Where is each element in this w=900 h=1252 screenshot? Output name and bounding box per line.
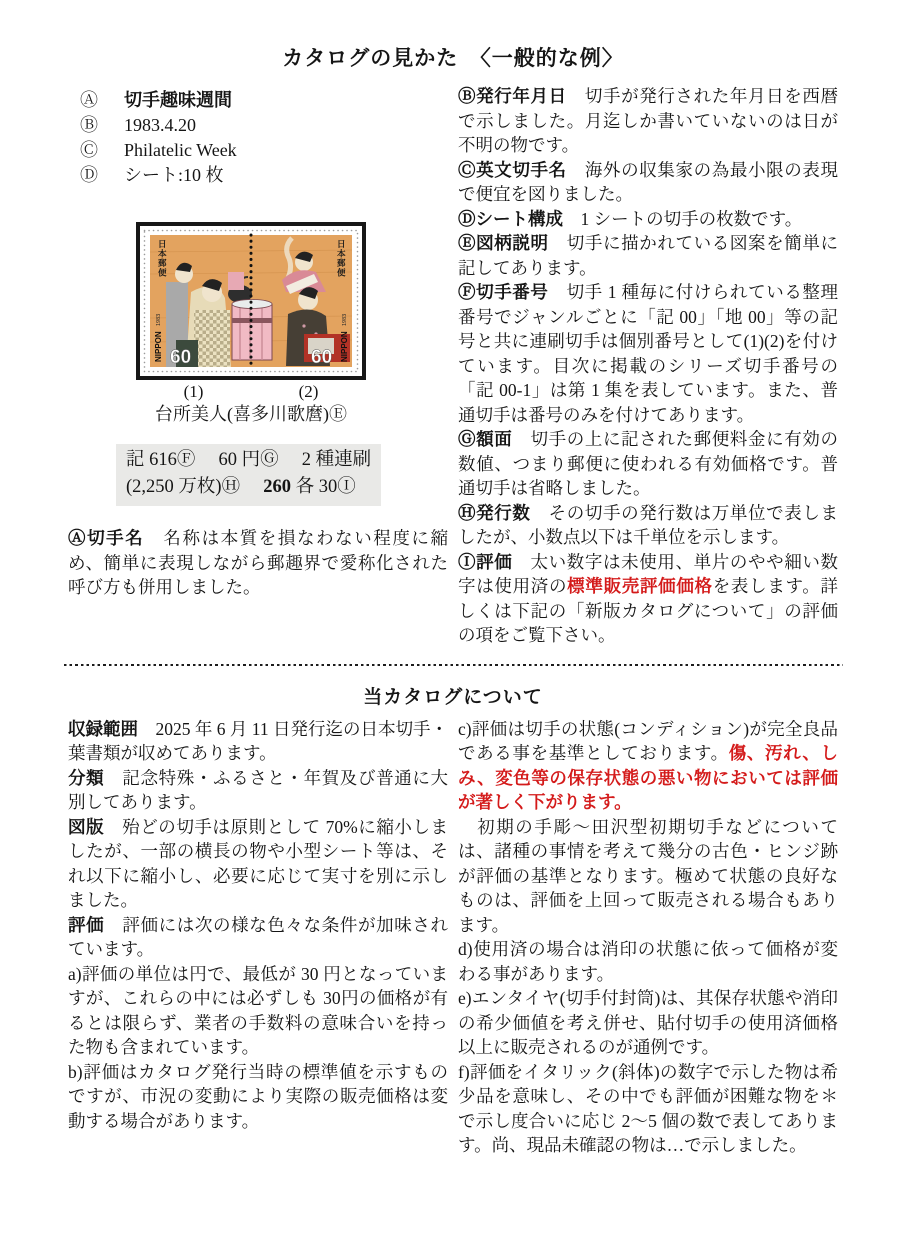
example-value: 切手趣味週間 [124, 90, 232, 110]
text-segment: 切手の上に記された郵便料金に有効の数値、つまり郵便に使われる有効価格です。普通切手は省略しました。 [458, 429, 838, 498]
text-segment: Ⓗ発行数 [458, 502, 531, 523]
text-segment: 評価 [68, 914, 105, 935]
price-line-2 [126, 474, 371, 501]
top-right-column [458, 84, 838, 648]
example-value: シート:10 枚 [124, 165, 224, 185]
text-segment: 傷、汚れ、しみ、変色等の保存状態の悪い物においては評価が著しく下がります。 [458, 743, 838, 812]
bottom-right-column [458, 717, 838, 1158]
note-a [68, 526, 448, 600]
paragraph [458, 280, 838, 427]
top-columns [68, 84, 838, 648]
stamp-image [136, 222, 366, 380]
paragraph [458, 986, 838, 1060]
text-segment: f)評価をイタリック(斜体)の数字で示した物は希少品を意味し、その中でも評価が困難な物を＊で示し度合いに応じ 2〜5 個の数で表してあります。尚、現品未確認の物は…で示しました。 [458, 1061, 838, 1155]
text-segment: 名称は本質を損なわない程度に縮め、簡単に表現しながら郵趣界で愛称化された呼び方も併用しました。 [68, 528, 449, 597]
text-segment: d)使用済の場合は消印の状態に依って価格が変わる事があります。 [458, 939, 838, 984]
example-value: 1983.4.20 [124, 115, 196, 135]
text-segment: 切手が発行された年月日を西暦で示しました。月迄しか書いていないのは日が不明の物です。 [458, 86, 838, 155]
text-segment: 分類 [68, 767, 105, 788]
text-segment: e)エンタイヤ(切手付封筒)は、其保存状態や消印の希少価値を考え併せ、貼付切手の使用済価格以上に販売されるのが通例です。 [458, 988, 838, 1057]
stamp-caption: 台所美人(喜多川歌麿)Ⓔ [155, 404, 347, 424]
price-line-1 [126, 447, 371, 474]
text-segment: Ⓖ額面 [458, 429, 513, 449]
section-divider [64, 664, 843, 666]
top-left-column [68, 84, 448, 600]
svg-text:1983: 1983 [342, 313, 348, 326]
text-segment: 切手 1 種毎に付けられている整理番号でジャンルごとに「記 00」「地 00」等の記号と共に連刷切手は個別番号として(1)(2)を付けています。目次に掲載のシリーズ切手番号の「記 00-1」は第 1 集を表しています。また、普通切手は番号のみを付けてあります。 [458, 282, 839, 425]
letter-badge: Ⓒ [80, 140, 98, 160]
example-row [80, 88, 448, 113]
svg-text:1983: 1983 [156, 313, 162, 326]
svg-text:NIPPON: NIPPON [340, 331, 349, 362]
text-segment: Ⓔ図柄説明 [458, 233, 549, 253]
page-title: カタログの見かた 〈一般的な例〉 [282, 47, 624, 70]
paragraph [458, 501, 838, 550]
example-row [80, 138, 448, 163]
text-segment: Ⓒ英文切手名 [458, 159, 567, 180]
paragraph [68, 913, 448, 962]
text-segment: 260 [263, 477, 291, 497]
stamp-pair-labels [136, 382, 366, 402]
text-segment: 標準販売評価価格 [567, 576, 713, 596]
text-segment: その切手の発行数は万単位で表しましたが、小数点以下は千単位を示します。 [458, 502, 838, 547]
text-segment: Ⓑ発行年月日 [458, 86, 567, 106]
svg-text:日本郵便: 日本郵便 [337, 239, 346, 278]
text-segment: 収録範囲 [68, 718, 139, 739]
text-segment: a)評価の単位は円で、最低が 30 円となっていますが、これらの中には必ずしも 30円の価格が有るとは限らず、業者の手数料の意味合いを持った物も含まれています。 [68, 963, 448, 1057]
paragraph [458, 1060, 838, 1158]
example-row [80, 113, 448, 138]
text-segment: を表します。詳しくは下記の「新版カタログについて」の評価の項をご覧下さい。 [458, 576, 839, 645]
letter-badge: Ⓐ [80, 90, 98, 110]
text-segment: 評価には次の様な色々な条件が加味されています。 [68, 914, 448, 959]
paragraph [458, 84, 838, 158]
stamp-illustration [136, 222, 366, 380]
text-segment: b)評価はカタログ発行当時の標準値を示すものですが、市況の変動により実際の販売価格は変動する場合があります。 [68, 1061, 448, 1131]
paragraph [68, 962, 448, 1060]
paragraph [68, 766, 448, 815]
svg-text:60: 60 [311, 347, 333, 368]
letter-badge: Ⓓ [80, 165, 98, 185]
text-segment: 殆どの切手は原則として 70%に縮小しましたが、一部の横長の物や小型シート等は、それ以下に縮小し、必要に応じて実寸を別に示しました。 [68, 816, 449, 910]
bottom-left-column [68, 717, 448, 1134]
bottom-columns [68, 717, 838, 1158]
text-segment: 各 30Ⓘ [290, 477, 356, 497]
text-segment: 太い数字は未使用、単片のやや細い数字は使用済の [458, 551, 838, 596]
paragraph [458, 427, 838, 501]
text-segment: 2025 年 6 月 11 日発行迄の日本切手・葉書類が収めてあります。 [68, 718, 449, 763]
section2-title: 当カタログについて [363, 686, 543, 708]
example-row [80, 163, 448, 188]
text-segment: 記念特殊・ふるさと・年賀及び普通に大別してあります。 [68, 767, 448, 812]
text-segment: c)評価は切手の状態(コンディション)が完全良品である事を基準としております。 [458, 718, 838, 763]
paragraph [68, 717, 448, 766]
paragraph [458, 937, 838, 986]
svg-text:日本郵便: 日本郵便 [158, 239, 167, 278]
paragraph [68, 526, 448, 600]
text-segment: Ⓐ切手名 [68, 528, 145, 548]
letter-badge: Ⓑ [80, 115, 98, 135]
text-segment: 切手に描かれている図案を簡単に記してあります。 [458, 233, 838, 278]
paragraph [458, 815, 838, 938]
example-list [80, 88, 448, 188]
text-segment: 図版 [68, 816, 105, 837]
paragraph [68, 1060, 448, 1134]
paragraph [458, 207, 838, 232]
text-segment: (2,250 万枚)Ⓗ [126, 477, 264, 497]
price-block [116, 444, 381, 506]
text-segment: 初期の手彫〜田沢型初期切手などについては、諸種の事情を考えて幾分の古色・ヒンジ跡が評価の基準となります。極めて状態の良好なものは、評価を上回って販売される場合もあります。 [458, 816, 838, 935]
text-segment: Ⓘ評価 [458, 551, 513, 572]
text-segment: Ⓕ切手番号 [458, 282, 549, 302]
paragraph [458, 550, 838, 648]
text-segment: 海外の収集家の為最小限の表現で便宜を図りました。 [458, 159, 838, 204]
text-segment: Ⓓシート構成 [458, 208, 563, 229]
svg-text:60: 60 [170, 347, 192, 368]
text-segment: 1 シートの切手の枚数です。 [563, 208, 803, 229]
text-segment: 記 616Ⓕ 60 円Ⓖ 2 種連刷 [126, 450, 372, 470]
paragraph [68, 815, 448, 913]
stamp-label-2: (2) [298, 382, 319, 401]
paragraph [458, 717, 838, 815]
paragraph [458, 158, 838, 207]
stamp-label-1: (1) [183, 382, 204, 401]
svg-text:NIPPON: NIPPON [154, 331, 163, 362]
example-value: Philatelic Week [124, 140, 237, 160]
paragraph [458, 231, 838, 280]
